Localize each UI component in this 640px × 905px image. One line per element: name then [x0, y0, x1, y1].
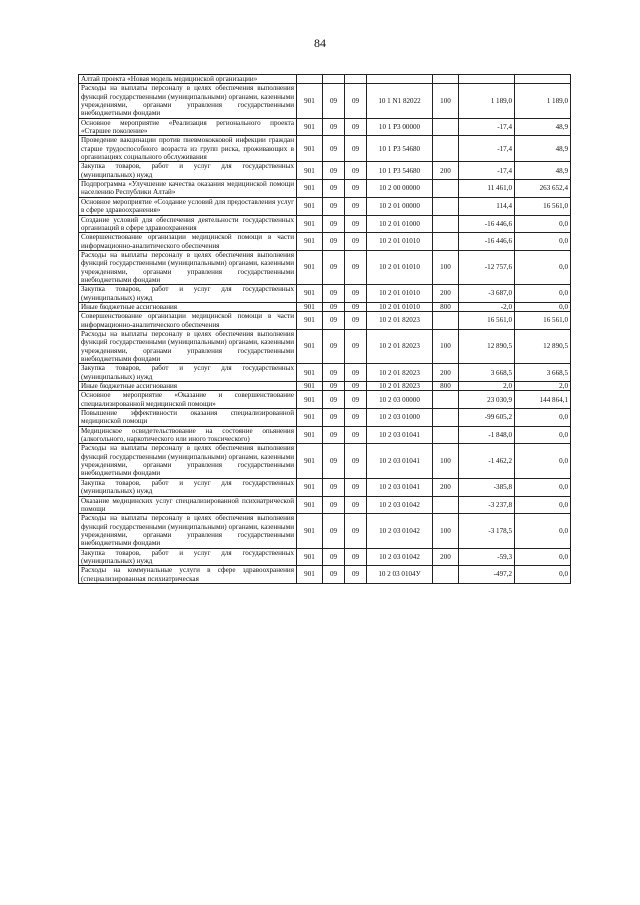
- table-row: [79, 136, 571, 162]
- amount-change-cell: -17,4: [459, 118, 515, 136]
- target-article-cell: 10 2 01 00000: [367, 197, 433, 215]
- row-name-cell: Иные бюджетные ассигнования: [79, 302, 297, 311]
- target-article-cell: 10 2 03 01041: [367, 478, 433, 496]
- section-code-cell: 09: [323, 364, 345, 382]
- table-row: [79, 233, 571, 251]
- subsection-code-cell: 09: [345, 514, 367, 548]
- amount-total-cell: 0,0: [515, 215, 571, 233]
- amount-total-cell: 16 561,0: [515, 197, 571, 215]
- subsection-code-cell: 09: [345, 496, 367, 514]
- ministry-code-cell: 901: [297, 426, 323, 444]
- expense-type-cell: [433, 75, 459, 84]
- amount-total-cell: 12 890,5: [515, 329, 571, 363]
- amount-change-cell: 2,0: [459, 382, 515, 391]
- expense-type-cell: [433, 215, 459, 233]
- amount-total-cell: 0,0: [515, 426, 571, 444]
- target-article-cell: 10 2 01 01010: [367, 302, 433, 311]
- target-article-cell: 10 1 P3 54680: [367, 162, 433, 180]
- table-row: [79, 312, 571, 330]
- section-code-cell: 09: [323, 197, 345, 215]
- ministry-code-cell: 901: [297, 514, 323, 548]
- amount-change-cell: 1 189,0: [459, 84, 515, 118]
- expense-type-cell: [433, 566, 459, 584]
- target-article-cell: 10 2 01 01000: [367, 215, 433, 233]
- section-code-cell: 09: [323, 136, 345, 162]
- table-row: [79, 409, 571, 427]
- ministry-code-cell: 901: [297, 136, 323, 162]
- subsection-code-cell: [345, 75, 367, 84]
- amount-change-cell: -385,8: [459, 478, 515, 496]
- amount-change-cell: -497,2: [459, 566, 515, 584]
- expense-type-cell: [433, 233, 459, 251]
- subsection-code-cell: 09: [345, 84, 367, 118]
- row-name-cell: Закупка товаров, работ и услуг для государственных (муниципальных) нужд: [79, 162, 297, 180]
- ministry-code-cell: 901: [297, 285, 323, 303]
- ministry-code-cell: 901: [297, 409, 323, 427]
- section-code-cell: 09: [323, 215, 345, 233]
- row-name-cell: Расходы на выплаты персоналу в целях обеспечения выполнения функций государственными (муниципальными) органами, казенными учреждениями, органами управления государственными внебюджетными фондами: [79, 329, 297, 363]
- expense-type-cell: 200: [433, 162, 459, 180]
- ministry-code-cell: 901: [297, 329, 323, 363]
- expense-type-cell: [433, 180, 459, 198]
- amount-change-cell: -99 605,2: [459, 409, 515, 427]
- table-row: [79, 197, 571, 215]
- table-row: [79, 478, 571, 496]
- ministry-code-cell: 901: [297, 180, 323, 198]
- amount-total-cell: 144 864,1: [515, 391, 571, 409]
- row-name-cell: Расходы на выплаты персоналу в целях обеспечения выполнения функций государственными (муниципальными) органами, казенными учреждениями, органами управления государственными внебюджетными фондами: [79, 250, 297, 284]
- subsection-code-cell: 09: [345, 285, 367, 303]
- table-row: [79, 302, 571, 311]
- ministry-code-cell: 901: [297, 548, 323, 566]
- section-code-cell: 09: [323, 162, 345, 180]
- table-row: [79, 444, 571, 478]
- expense-type-cell: 800: [433, 302, 459, 311]
- row-name-cell: Закупка товаров, работ и услуг для государственных (муниципальных) нужд: [79, 285, 297, 303]
- row-name-cell: Закупка товаров, работ и услуг для государственных (муниципальных) нужд: [79, 478, 297, 496]
- expense-type-cell: [433, 312, 459, 330]
- subsection-code-cell: 09: [345, 162, 367, 180]
- amount-change-cell: [459, 75, 515, 84]
- ministry-code-cell: 901: [297, 444, 323, 478]
- ministry-code-cell: 901: [297, 233, 323, 251]
- expense-type-cell: 800: [433, 382, 459, 391]
- amount-total-cell: 48,9: [515, 136, 571, 162]
- expense-type-cell: [433, 426, 459, 444]
- amount-change-cell: -3 178,5: [459, 514, 515, 548]
- table-row: [79, 426, 571, 444]
- row-name-cell: Медицинское освидетельствование на состояние опьянения (алкогольного, наркотического или иного токсического): [79, 426, 297, 444]
- section-code-cell: 09: [323, 514, 345, 548]
- subsection-code-cell: 09: [345, 391, 367, 409]
- table-row: [79, 566, 571, 584]
- target-article-cell: 10 2 01 82023: [367, 382, 433, 391]
- table-row: [79, 382, 571, 391]
- target-article-cell: 10 2 01 01010: [367, 285, 433, 303]
- table-row: [79, 329, 571, 363]
- table-row: [79, 514, 571, 548]
- amount-total-cell: 0,0: [515, 233, 571, 251]
- subsection-code-cell: 09: [345, 233, 367, 251]
- row-name-cell: Алтай проекта «Новая модель медицинской организации»: [79, 75, 297, 84]
- amount-total-cell: 0,0: [515, 478, 571, 496]
- ministry-code-cell: 901: [297, 302, 323, 311]
- target-article-cell: 10 2 01 01010: [367, 250, 433, 284]
- amount-total-cell: 1 189,0: [515, 84, 571, 118]
- target-article-cell: 10 2 01 82023: [367, 364, 433, 382]
- subsection-code-cell: 09: [345, 197, 367, 215]
- expense-type-cell: [433, 118, 459, 136]
- expense-type-cell: 200: [433, 364, 459, 382]
- row-name-cell: Расходы на выплаты персоналу в целях обеспечения выполнения функций государственными (муниципальными) органами, казенными учреждениями, органами управления государственными внебюджетными фондами: [79, 444, 297, 478]
- table-row: [79, 548, 571, 566]
- subsection-code-cell: 09: [345, 444, 367, 478]
- row-name-cell: Подпрограмма «Улучшение качества оказания медицинской помощи населению Республики Алтай»: [79, 180, 297, 198]
- target-article-cell: [367, 75, 433, 84]
- section-code-cell: 09: [323, 382, 345, 391]
- expense-type-cell: 200: [433, 285, 459, 303]
- amount-total-cell: 0,0: [515, 250, 571, 284]
- table-row: [79, 75, 571, 84]
- amount-total-cell: [515, 75, 571, 84]
- budget-table: [78, 74, 571, 584]
- ministry-code-cell: 901: [297, 118, 323, 136]
- ministry-code-cell: 901: [297, 84, 323, 118]
- row-name-cell: Совершенствование организации медицинской помощи в части информационно-аналитического обеспечения: [79, 233, 297, 251]
- ministry-code-cell: 901: [297, 382, 323, 391]
- amount-total-cell: 2,0: [515, 382, 571, 391]
- amount-change-cell: 23 030,9: [459, 391, 515, 409]
- ministry-code-cell: [297, 75, 323, 84]
- expense-type-cell: [433, 197, 459, 215]
- amount-change-cell: 3 668,5: [459, 364, 515, 382]
- target-article-cell: 10 2 03 01042: [367, 548, 433, 566]
- amount-total-cell: 0,0: [515, 514, 571, 548]
- amount-total-cell: 3 668,5: [515, 364, 571, 382]
- subsection-code-cell: 09: [345, 180, 367, 198]
- row-name-cell: Оказание медицинских услуг специализированной психиатрической помощи: [79, 496, 297, 514]
- amount-change-cell: -16 446,6: [459, 215, 515, 233]
- section-code-cell: 09: [323, 312, 345, 330]
- subsection-code-cell: 09: [345, 478, 367, 496]
- target-article-cell: 10 2 03 01042: [367, 496, 433, 514]
- target-article-cell: 10 2 03 00000: [367, 391, 433, 409]
- subsection-code-cell: 09: [345, 566, 367, 584]
- subsection-code-cell: 09: [345, 382, 367, 391]
- table-row: [79, 118, 571, 136]
- ministry-code-cell: 901: [297, 391, 323, 409]
- row-name-cell: Расходы на выплаты персоналу в целях обеспечения выполнения функций государственными (муниципальными) органами, казенными учреждениями, органами управления государственными внебюджетными фондами: [79, 84, 297, 118]
- expense-type-cell: 200: [433, 478, 459, 496]
- subsection-code-cell: 09: [345, 118, 367, 136]
- amount-change-cell: -1 462,2: [459, 444, 515, 478]
- section-code-cell: 09: [323, 302, 345, 311]
- expense-type-cell: [433, 391, 459, 409]
- expense-type-cell: [433, 496, 459, 514]
- amount-total-cell: 0,0: [515, 548, 571, 566]
- ministry-code-cell: 901: [297, 162, 323, 180]
- amount-total-cell: 0,0: [515, 302, 571, 311]
- expense-type-cell: 100: [433, 250, 459, 284]
- row-name-cell: Закупка товаров, работ и услуг для государственных (муниципальных) нужд: [79, 364, 297, 382]
- row-name-cell: Иные бюджетные ассигнования: [79, 382, 297, 391]
- expense-type-cell: [433, 409, 459, 427]
- target-article-cell: 10 2 01 82023: [367, 329, 433, 363]
- amount-total-cell: 48,9: [515, 162, 571, 180]
- amount-change-cell: -3 687,0: [459, 285, 515, 303]
- table-row: [79, 180, 571, 198]
- target-article-cell: 10 2 03 01041: [367, 426, 433, 444]
- target-article-cell: 10 2 03 01042: [367, 514, 433, 548]
- ministry-code-cell: 901: [297, 496, 323, 514]
- subsection-code-cell: 09: [345, 302, 367, 311]
- target-article-cell: 10 2 01 82023: [367, 312, 433, 330]
- amount-total-cell: 0,0: [515, 496, 571, 514]
- target-article-cell: 10 2 03 0104У: [367, 566, 433, 584]
- subsection-code-cell: 09: [345, 329, 367, 363]
- page-number: 84: [314, 36, 326, 50]
- amount-change-cell: -3 237,8: [459, 496, 515, 514]
- amount-change-cell: 114,4: [459, 197, 515, 215]
- section-code-cell: 09: [323, 84, 345, 118]
- budget-table-body: [79, 75, 571, 584]
- amount-total-cell: 0,0: [515, 566, 571, 584]
- amount-total-cell: 0,0: [515, 444, 571, 478]
- table-row: [79, 496, 571, 514]
- section-code-cell: 09: [323, 409, 345, 427]
- amount-change-cell: -1 848,0: [459, 426, 515, 444]
- section-code-cell: 09: [323, 250, 345, 284]
- row-name-cell: Проведение вакцинации против пневмококковой инфекции граждан старше трудоспособного возраста из групп риска, проживающих в организациях социального обслуживания: [79, 136, 297, 162]
- amount-change-cell: -16 446,6: [459, 233, 515, 251]
- subsection-code-cell: 09: [345, 426, 367, 444]
- table-row: [79, 285, 571, 303]
- table-row: [79, 84, 571, 118]
- section-code-cell: 09: [323, 496, 345, 514]
- target-article-cell: 10 2 00 00000: [367, 180, 433, 198]
- ministry-code-cell: 901: [297, 478, 323, 496]
- ministry-code-cell: 901: [297, 566, 323, 584]
- expense-type-cell: 100: [433, 329, 459, 363]
- table-row: [79, 364, 571, 382]
- section-code-cell: 09: [323, 566, 345, 584]
- ministry-code-cell: 901: [297, 197, 323, 215]
- amount-change-cell: -12 757,6: [459, 250, 515, 284]
- section-code-cell: 09: [323, 329, 345, 363]
- table-row: [79, 250, 571, 284]
- amount-total-cell: 0,0: [515, 285, 571, 303]
- row-name-cell: Расходы на коммунальные услуги в сфере здравоохранения (специализированная психиатрическая: [79, 566, 297, 584]
- amount-total-cell: 48,9: [515, 118, 571, 136]
- amount-change-cell: 16 561,0: [459, 312, 515, 330]
- target-article-cell: 10 1 P3 00000: [367, 118, 433, 136]
- table-row: [79, 391, 571, 409]
- target-article-cell: 10 1 P3 54680: [367, 136, 433, 162]
- subsection-code-cell: 09: [345, 215, 367, 233]
- target-article-cell: 10 2 03 01041: [367, 444, 433, 478]
- target-article-cell: 10 2 03 01000: [367, 409, 433, 427]
- subsection-code-cell: 09: [345, 548, 367, 566]
- section-code-cell: 09: [323, 426, 345, 444]
- expense-type-cell: 100: [433, 444, 459, 478]
- expense-type-cell: 100: [433, 514, 459, 548]
- amount-change-cell: -17,4: [459, 136, 515, 162]
- amount-change-cell: 12 890,5: [459, 329, 515, 363]
- section-code-cell: 09: [323, 285, 345, 303]
- section-code-cell: 09: [323, 391, 345, 409]
- section-code-cell: 09: [323, 233, 345, 251]
- section-code-cell: 09: [323, 118, 345, 136]
- row-name-cell: Создание условий для обеспечения деятельности государственных организаций в сфере здравоохранения: [79, 215, 297, 233]
- amount-change-cell: -2,0: [459, 302, 515, 311]
- section-code-cell: 09: [323, 444, 345, 478]
- table-row: [79, 215, 571, 233]
- table-row: [79, 162, 571, 180]
- amount-total-cell: 16 561,0: [515, 312, 571, 330]
- row-name-cell: Закупка товаров, работ и услуг для государственных (муниципальных) нужд: [79, 548, 297, 566]
- subsection-code-cell: 09: [345, 312, 367, 330]
- row-name-cell: Основное мероприятие «Создание условий для предоставления услуг в сфере здравоохранения»: [79, 197, 297, 215]
- amount-change-cell: -17,4: [459, 162, 515, 180]
- subsection-code-cell: 09: [345, 250, 367, 284]
- ministry-code-cell: 901: [297, 364, 323, 382]
- section-code-cell: 09: [323, 478, 345, 496]
- amount-total-cell: 0,0: [515, 409, 571, 427]
- section-code-cell: [323, 75, 345, 84]
- expense-type-cell: 200: [433, 548, 459, 566]
- row-name-cell: Повышение эффективности оказания специализированной медицинской помощи: [79, 409, 297, 427]
- row-name-cell: Основное мероприятие «Реализация регионального проекта «Старшее поколение»: [79, 118, 297, 136]
- target-article-cell: 10 1 N1 82022: [367, 84, 433, 118]
- subsection-code-cell: 09: [345, 409, 367, 427]
- expense-type-cell: 100: [433, 84, 459, 118]
- section-code-cell: 09: [323, 548, 345, 566]
- row-name-cell: Расходы на выплаты персоналу в целях обеспечения выполнения функций государственными (муниципальными) органами, казенными учреждениями, органами управления государственными внебюджетными фондами: [79, 514, 297, 548]
- subsection-code-cell: 09: [345, 136, 367, 162]
- amount-change-cell: -59,3: [459, 548, 515, 566]
- ministry-code-cell: 901: [297, 215, 323, 233]
- amount-total-cell: 263 652,4: [515, 180, 571, 198]
- subsection-code-cell: 09: [345, 364, 367, 382]
- amount-change-cell: 11 461,0: [459, 180, 515, 198]
- section-code-cell: 09: [323, 180, 345, 198]
- target-article-cell: 10 2 01 01010: [367, 233, 433, 251]
- ministry-code-cell: 901: [297, 250, 323, 284]
- row-name-cell: Совершенствование организации медицинской помощи в части информационно-аналитического обеспечения: [79, 312, 297, 330]
- expense-type-cell: [433, 136, 459, 162]
- ministry-code-cell: 901: [297, 312, 323, 330]
- row-name-cell: Основное мероприятие «Оказание и совершенствование специализированной медицинской помощи»: [79, 391, 297, 409]
